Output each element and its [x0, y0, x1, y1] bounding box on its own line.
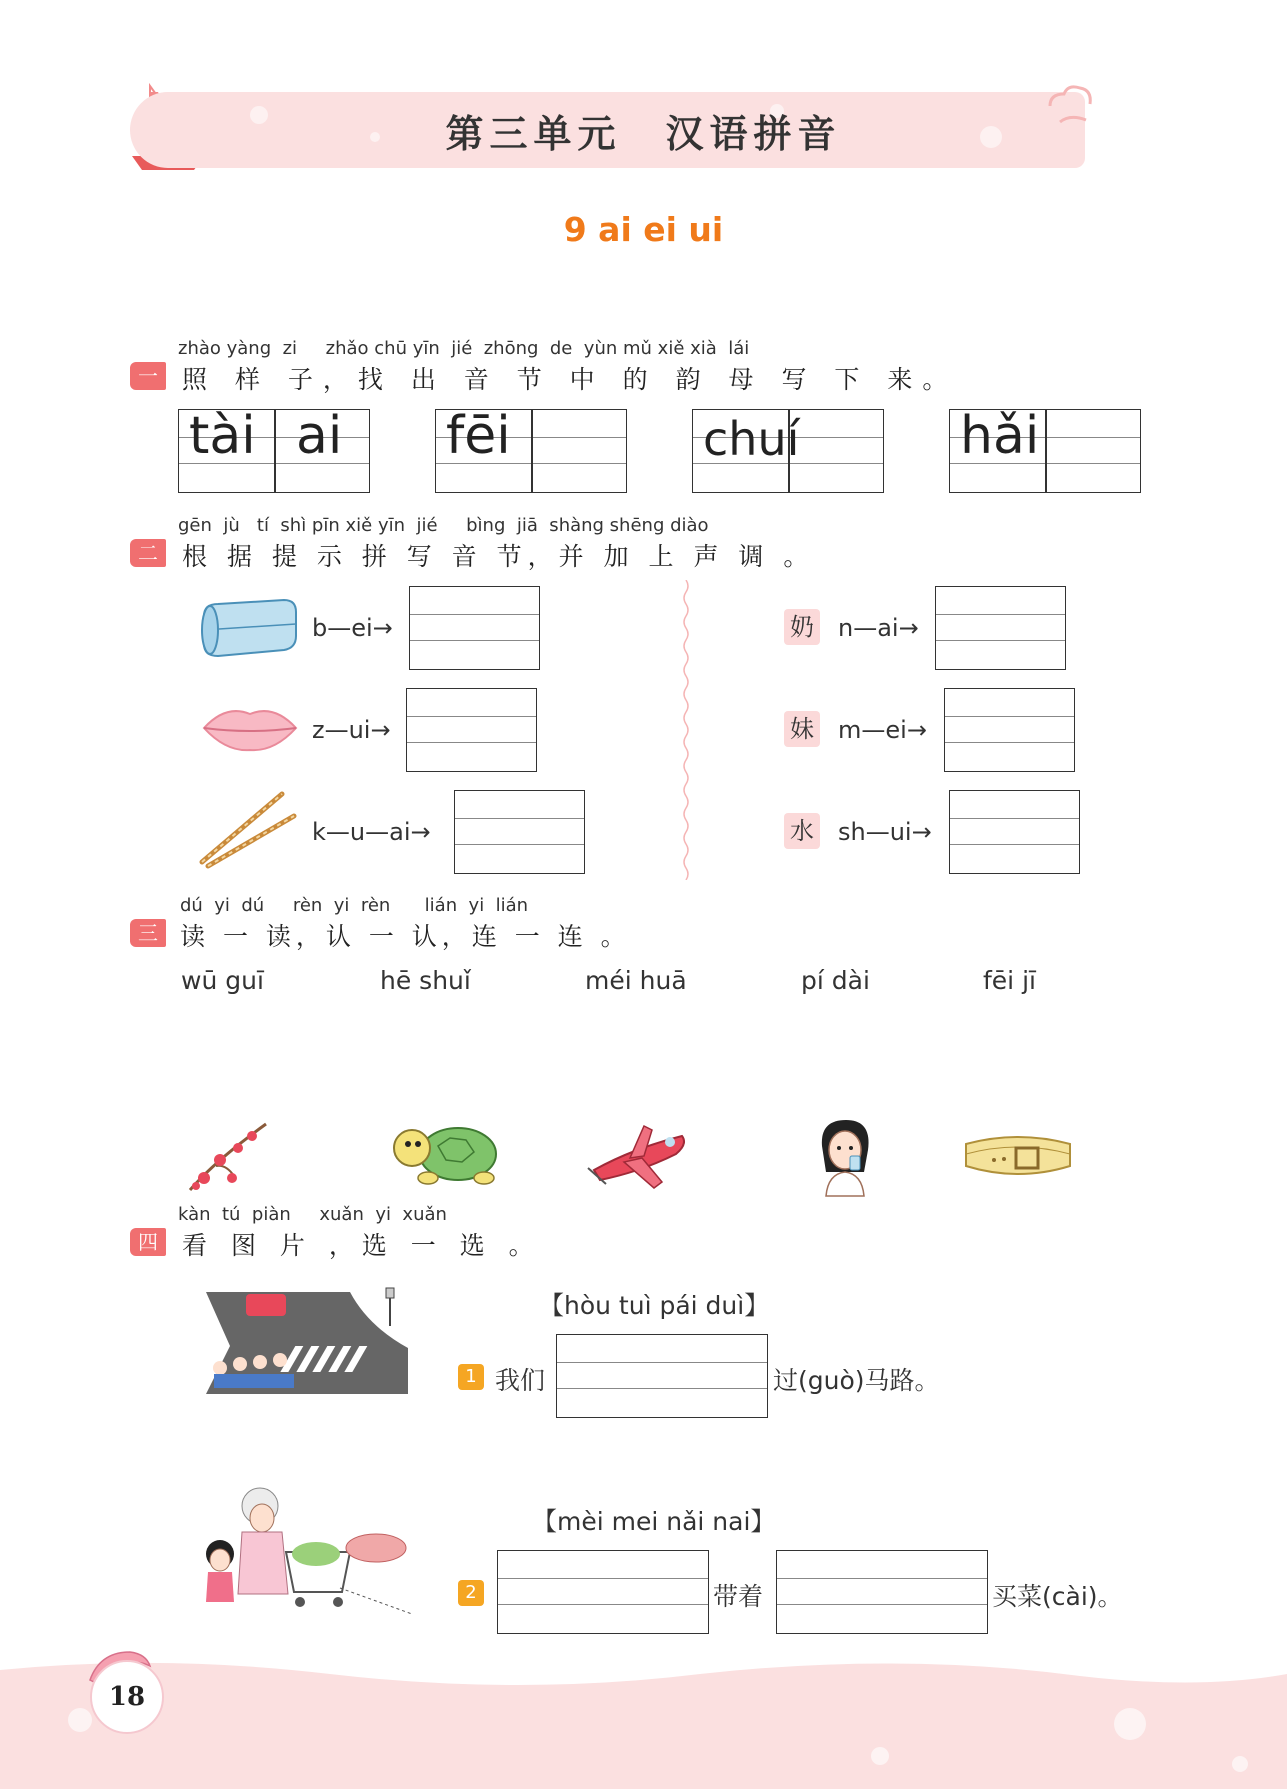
syllable-sample: hǎi: [960, 406, 1040, 466]
answer-sample: ai: [296, 406, 343, 466]
section2-pinyin: gēn jù tí shì pīn xiě yīn jié bìng jiā shàng shēng diào: [178, 515, 709, 536]
q1-number: 1: [458, 1364, 484, 1390]
answer-box-mei[interactable]: [944, 688, 1075, 772]
word-pidai[interactable]: pí dài: [801, 966, 870, 995]
crosswalk-scene-icon: [200, 1286, 410, 1396]
word-wugui[interactable]: wū guī: [181, 966, 264, 995]
q2-number: 2: [458, 1580, 484, 1606]
syllable-box-2[interactable]: [435, 406, 627, 493]
answer-box-kuai[interactable]: [454, 790, 585, 874]
word-meihua[interactable]: méi huā: [585, 966, 687, 995]
hanzi-chip-nai: 奶: [784, 609, 820, 645]
unit-title: 第三单元 汉语拼音: [445, 112, 842, 156]
word-heshui[interactable]: hē shuǐ: [380, 966, 471, 995]
syllable-sample: chuí: [703, 412, 800, 466]
word-feiji[interactable]: fēi jī: [983, 966, 1036, 995]
q1-answer-box[interactable]: [556, 1334, 768, 1418]
hanzi-chip-shui: 水: [784, 813, 820, 849]
section3-title: 读 一 读，认 一 认，连 一 连 。: [180, 922, 631, 951]
plum-blossom-icon[interactable]: [186, 1120, 271, 1195]
syllable-box-4[interactable]: [949, 406, 1141, 493]
section3-badge: 三: [130, 919, 166, 947]
q2-answer-box-2[interactable]: [776, 1550, 988, 1634]
hanzi-chip-mei: 妹: [784, 711, 820, 747]
section4-pinyin: kàn tú piàn xuǎn yi xuǎn: [178, 1204, 447, 1225]
section2-badge: 二: [130, 539, 166, 567]
q2-after: 买菜(cài)。: [992, 1582, 1123, 1611]
answer-box-bei[interactable]: [409, 586, 540, 670]
q2-options: 【mèi mei nǎi nai】: [532, 1507, 776, 1536]
lesson-title: 9 ai ei ui: [563, 210, 724, 249]
turtle-icon[interactable]: [388, 1118, 503, 1193]
section1-badge: 一: [130, 362, 166, 390]
right-parts-3: sh—ui→: [838, 818, 932, 846]
section1-pinyin: zhào yàng zi zhǎo chū yīn jié zhōng de yùn mǔ xiě xià lái: [178, 338, 750, 359]
belt-icon[interactable]: [960, 1130, 1075, 1185]
towel-icon: [196, 596, 301, 661]
section4-badge: 四: [130, 1228, 166, 1256]
right-parts-2: m—ei→: [838, 716, 927, 744]
syllable-box-3[interactable]: [692, 409, 884, 493]
lips-icon: [200, 700, 300, 755]
left-parts-2: z—ui→: [312, 716, 391, 744]
syllable-sample: tài: [189, 406, 256, 466]
q2-middle: 带着: [713, 1582, 764, 1611]
syllable-sample: fēi: [446, 406, 511, 466]
right-parts-1: n—ai→: [838, 614, 919, 642]
answer-box-shui[interactable]: [949, 790, 1080, 874]
section2-title: 根 据 提 示 拼 写 音 节，并 加 上 声 调 。: [182, 542, 815, 571]
chopsticks-icon: [198, 790, 298, 870]
answer-box-nai[interactable]: [935, 586, 1066, 670]
q1-options: 【hòu tuì pái duì】: [539, 1291, 770, 1320]
page-number: 18: [90, 1660, 164, 1734]
grandma-shopping-icon: [190, 1484, 415, 1624]
answer-box-zui[interactable]: [406, 688, 537, 772]
left-parts-3: k—u—ai→: [312, 818, 431, 846]
section4-title: 看 图 片 ，选 一 选 。: [182, 1231, 542, 1260]
airplane-icon[interactable]: [584, 1118, 689, 1198]
section3-pinyin: dú yi dú rèn yi rèn lián yi lián: [180, 895, 529, 916]
q1-before: 我们: [495, 1366, 546, 1395]
q1-after: 过(guò)马路。: [773, 1366, 940, 1395]
wavy-divider: [682, 580, 690, 880]
girl-drinking-icon[interactable]: [810, 1116, 880, 1201]
syllable-box-1: [178, 406, 370, 493]
section1-title: 照 样 子，找 出 音 节 中 的 韵 母 写 下 来。: [182, 365, 958, 394]
left-parts-1: b—ei→: [312, 614, 393, 642]
bottom-wave: [0, 1660, 1287, 1789]
q2-answer-box-1[interactable]: [497, 1550, 709, 1634]
